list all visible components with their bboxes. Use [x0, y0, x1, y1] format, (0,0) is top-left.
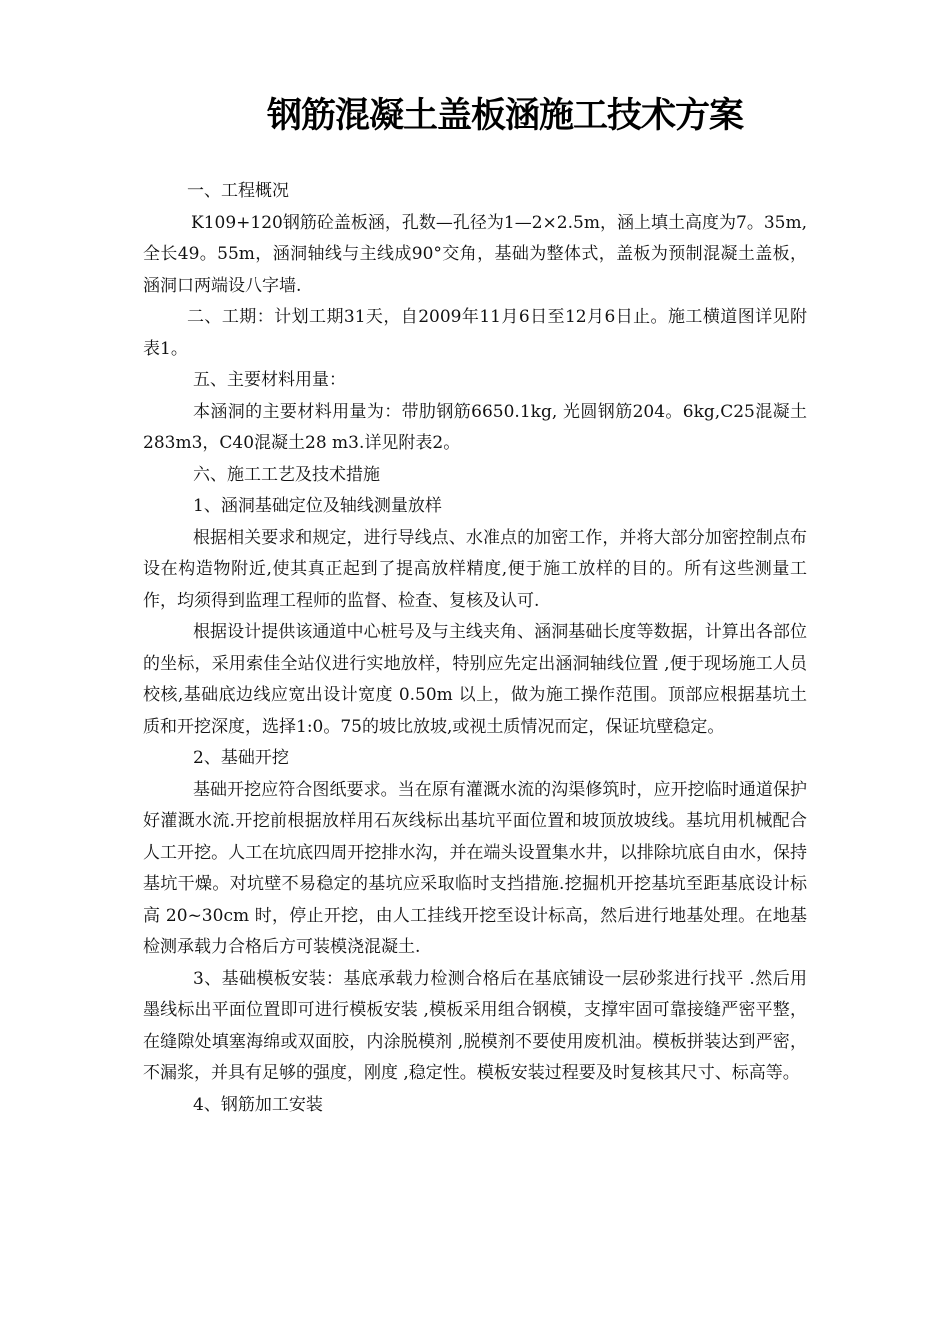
paragraph-survey-control: 根据相关要求和规定，进行导线点、水准点的加密工作，并将大部分加密控制点布设在构造物附近,使其真正起到了提高放样精度,便于施工放样的目的。所有这些测量工作，均须得到监理工程师的监督、检查、复核及认可. — [143, 527, 807, 611]
paragraph-overview: K109+120钢筋砼盖板涵，孔数—孔径为1—2×2.5m，涵上填土高度为7。35m,全长49。55m，涵洞轴线与主线成90°交角，基础为整体式，盖板为预制混凝土盖板，涵洞口两端设八字墙. — [143, 212, 807, 296]
subsection-heading-survey: 1、涵洞基础定位及轴线测量放样 — [193, 496, 442, 516]
subsection-heading-rebar: 4、钢筋加工安装 — [193, 1094, 323, 1115]
paragraph-excavation: 基础开挖应符合图纸要求。当在原有灌溉水流的沟渠修筑时，应开挖临时通道保护好灌溉水流.开挖前根据放样用石灰线标出基坑平面位置和坡顶放坡线。基坑用机械配合人工开挖。人工在坑底四周开挖排水沟，并在端头设置集水井，以排除坑底自由水，保持基坑干燥。对坑壁不易稳定的基坑应采取临时支挡措施.挖掘机开挖基坑至距基底设计标高 20~30cm 时，停止开挖，由人工挂线开挖至设计标高，然后进行地基处理。在地基检测承载力合格后方可装模浇混凝土. — [143, 779, 807, 957]
section-heading-overview: 一、工程概况 — [187, 181, 289, 201]
document-body — [143, 176, 807, 1121]
paragraph-formwork: 3、基础模板安装：基底承载力检测合格后在基底铺设一层砂浆进行找平 .然后用墨线标出平面位置即可进行模板安装 ,模板采用组合钢模，支撑牢固可靠接缝严密平整，在缝隙处填塞海绵或双面胶，内涂脱模剂 ,脱模剂不要使用废机油。模板拼装达到严密，不漏浆，并具有足够的强度，刚度 ,稳定性。模板安装过程要及时复核其尺寸、标高等。 — [143, 968, 807, 1083]
paragraph-survey-layout: 根据设计提供该通道中心桩号及与主线夹角、涵洞基础长度等数据，计算出各部位的坐标，采用索佳全站仪进行实地放样，特别应先定出涵洞轴线位置 ,便于现场施工人员校核,基础底边线应宽出设计宽度 0.50m 以上，做为施工操作范围。顶部应根据基坑土质和开挖深度，选择1:0。75的坡比放坡,或视土质情况而定，保证坑壁稳定。 — [143, 622, 807, 737]
paragraph-materials: 本涵洞的主要材料用量为：带肋钢筋6650.1kg, 光圆钢筋204。6kg,C25混凝土283m3，C40混凝土28 m3.详见附表2。 — [143, 401, 807, 453]
section-heading-materials: 五、主要材料用量： — [193, 370, 346, 390]
paragraph-schedule: 二、工期：计划工期31天，自2009年11月6日至12月6日止。施工横道图详见附表1。 — [143, 307, 807, 359]
document-title: 钢筋混凝土盖板涵施工技术方案 — [266, 96, 743, 136]
section-heading-process: 六、施工工艺及技术措施 — [193, 464, 380, 485]
subsection-heading-excavation: 2、基础开挖 — [193, 748, 289, 768]
